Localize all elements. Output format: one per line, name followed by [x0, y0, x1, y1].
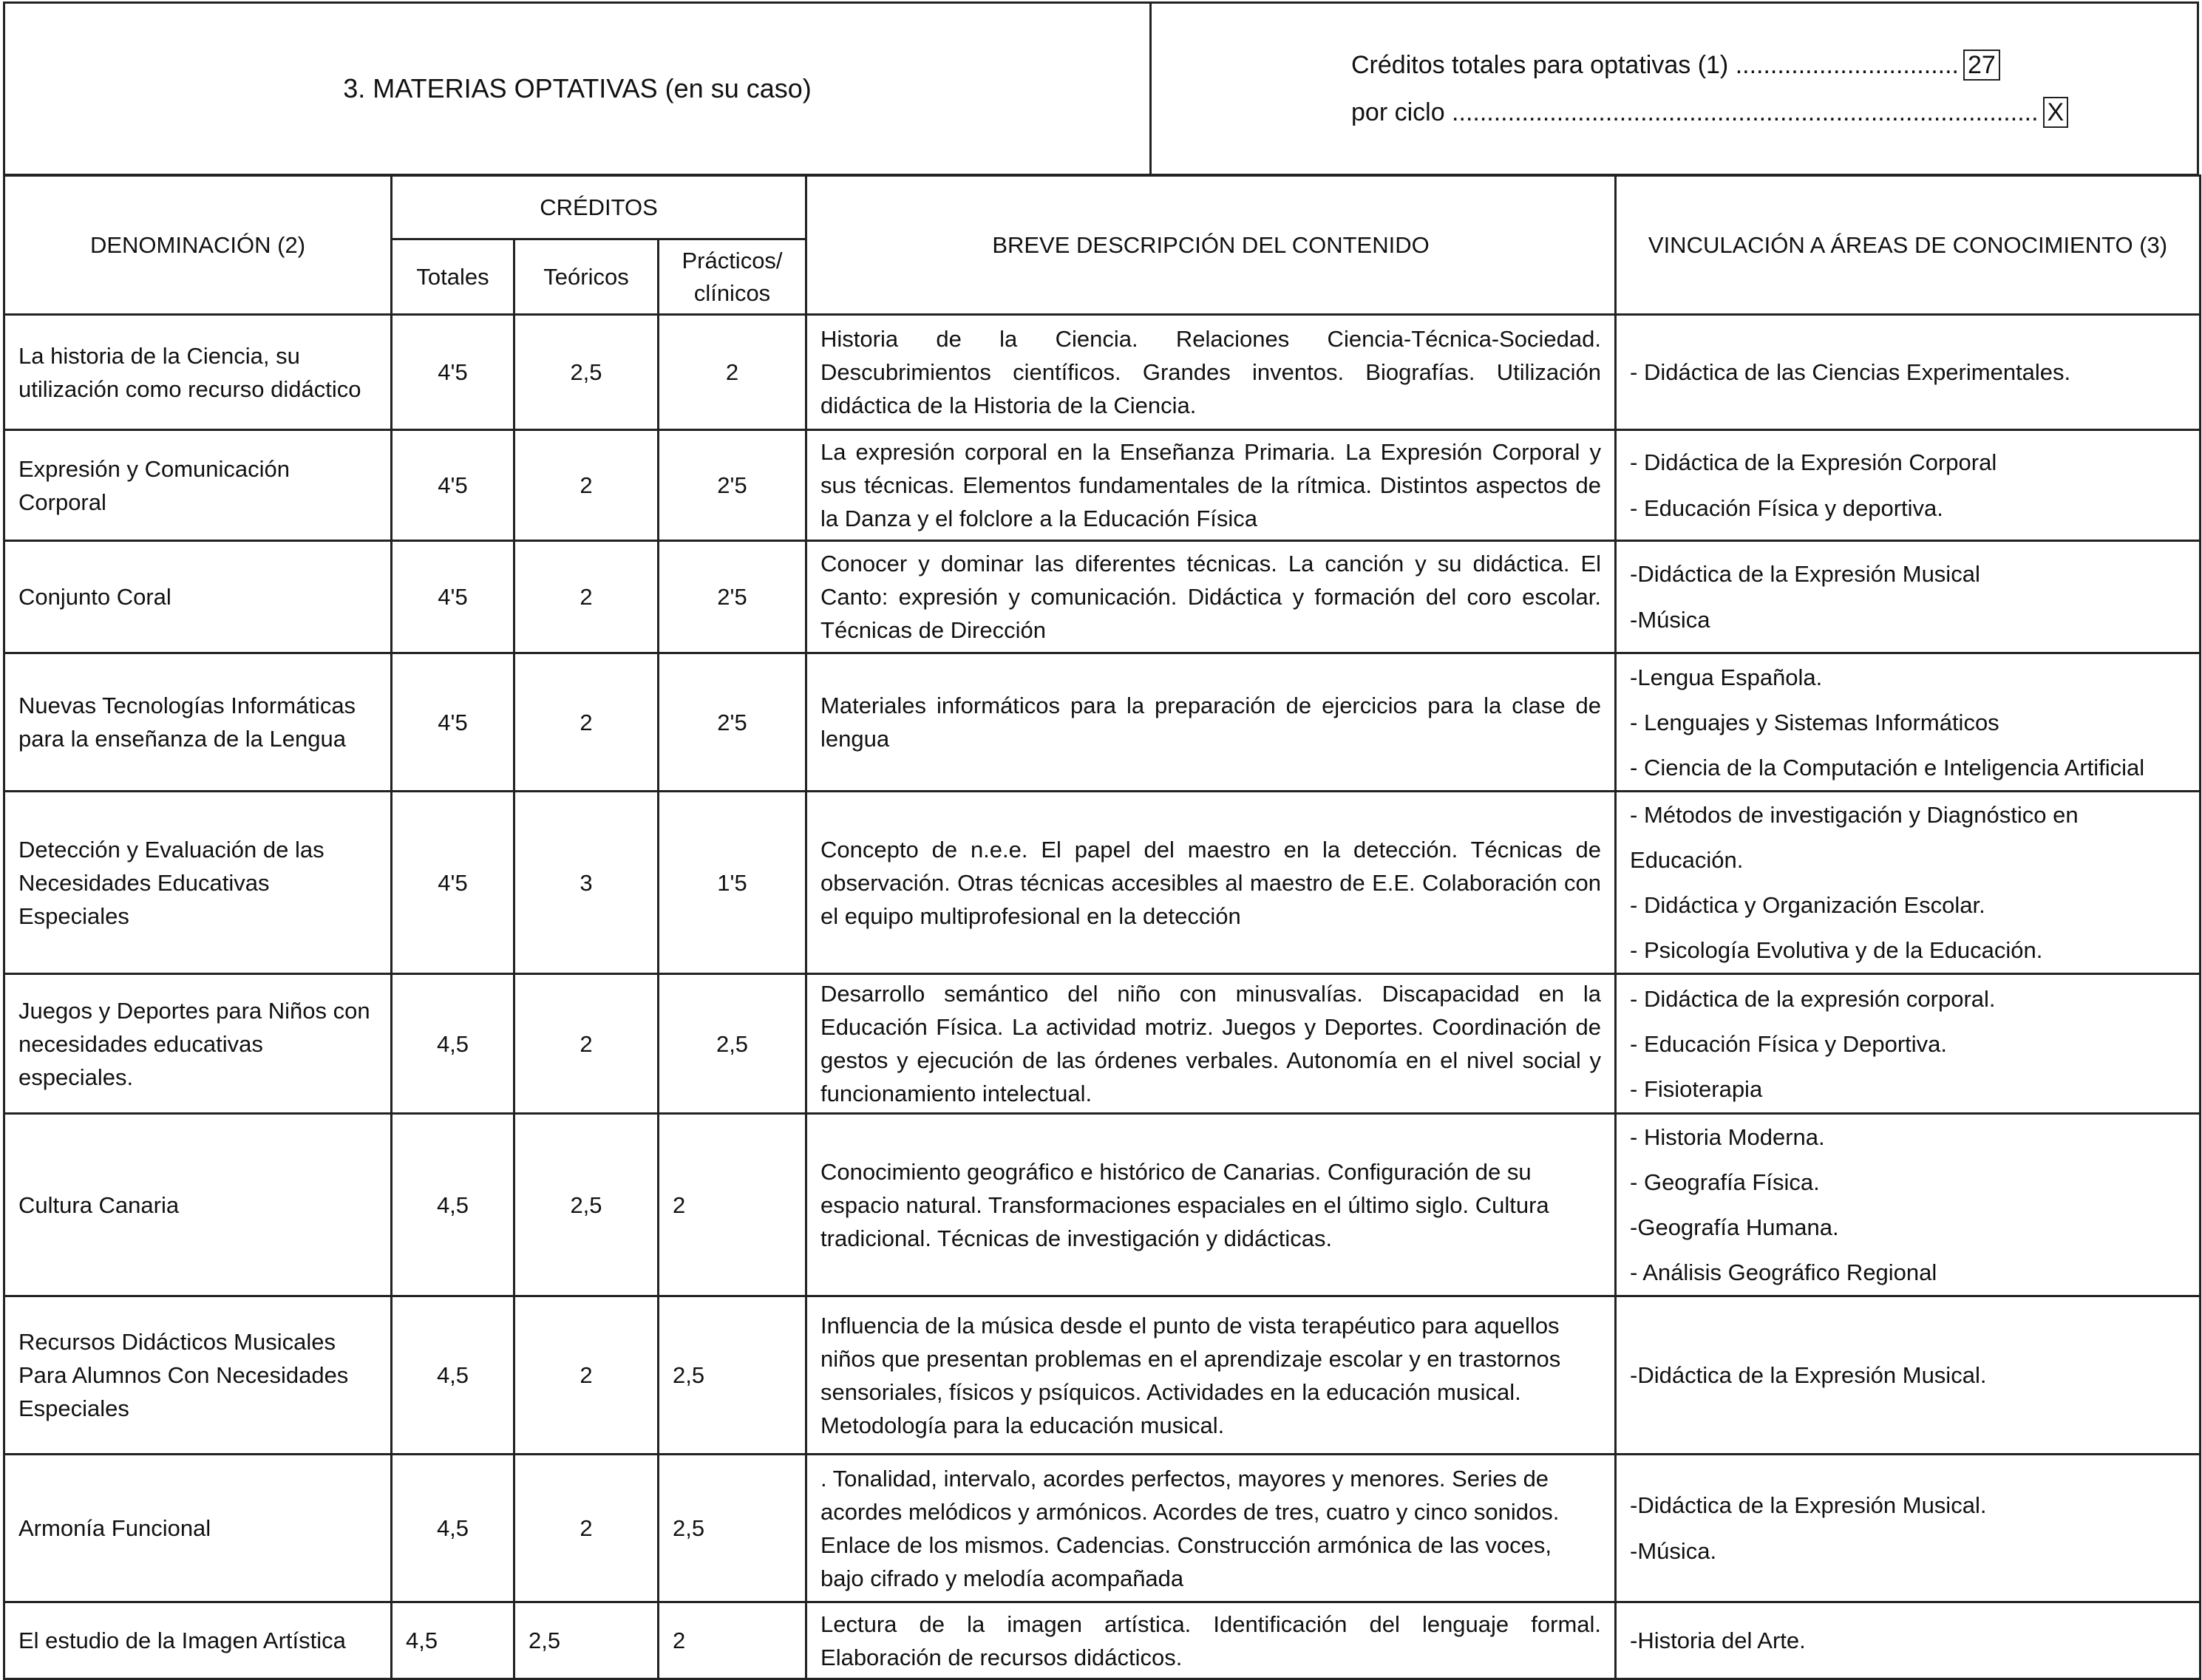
subject-name: Expresión y Comunicación Corporal [4, 430, 392, 541]
credits-summary [1152, 4, 2197, 174]
knowledge-areas [1616, 653, 2201, 792]
subject-description: . Tonalidad, intervalo, acordes perfectos, mayores y menores. Series de acordes melódicos y armónicos. Acordes de tres, cuatro y cinco sonidos. Enlace de los mismos. Cadencias. Construcción armónica de las voces, bajo cifrado y melodía acompañada [806, 1455, 1616, 1602]
area-item: - Didáctica y Organización Escolar. [1630, 892, 1985, 918]
per-cycle-line [1351, 97, 2068, 128]
subject-description: La expresión corporal en la Enseñanza Primaria. La Expresión Corporal y sus técnicas. Elementos fundamentales de la rítmica. Distintos aspectos de la Danza y el folclore a la Educación Física [806, 430, 1616, 541]
credits-practicos: 2,5 [659, 1296, 806, 1455]
credits-practicos: 2,5 [659, 974, 806, 1114]
knowledge-areas [1616, 541, 2201, 653]
area-item: -Didáctica de la Expresión Musical. [1630, 1361, 1987, 1388]
area-item: -Didáctica de la Expresión Musical [1630, 560, 1980, 587]
credits-totales: 4'5 [392, 653, 514, 792]
col-descripcion: BREVE DESCRIPCIÓN DEL CONTENIDO [806, 176, 1616, 315]
per-cycle-label: por ciclo .................................................................................... [1351, 98, 2039, 126]
credits-teoricos: 2 [514, 653, 659, 792]
subject-name: El estudio de la Imagen Artística [4, 1602, 392, 1679]
credits-teoricos: 2 [514, 541, 659, 653]
subject-name: Recursos Didácticos Musicales Para Alumnos Con Necesidades Especiales [4, 1296, 392, 1455]
credits-totales: 4'5 [392, 541, 514, 653]
table-row [4, 1296, 2201, 1455]
subject-description: Materiales informáticos para la preparación de ejercicios para la clase de lengua [806, 653, 1616, 792]
credits-teoricos: 2,5 [514, 1602, 659, 1679]
area-item: -Música. [1630, 1537, 1717, 1564]
subject-name: Detección y Evaluación de las Necesidades Educativas Especiales [4, 792, 392, 974]
area-item: -Geografía Humana. [1630, 1214, 1839, 1240]
credits-totales: 4'5 [392, 430, 514, 541]
col-creditos: CRÉDITOS [392, 176, 806, 239]
credits-practicos: 2 [659, 1114, 806, 1296]
col-denominacion: DENOMINACIÓN (2) [4, 176, 392, 315]
col-practicos: Prácticos/ clínicos [659, 239, 806, 315]
credits-practicos: 2'5 [659, 541, 806, 653]
subject-name: Cultura Canaria [4, 1114, 392, 1296]
table-row [4, 430, 2201, 541]
subject-description: Concepto de n.e.e. El papel del maestro en la detección. Técnicas de observación. Otras técnicas accesibles al maestro de E.E. Colaboración con el equipo multiprofesional en la detección [806, 792, 1616, 974]
table-row [4, 1455, 2201, 1602]
subject-description: Influencia de la música desde el punto de vista terapéutico para aquellos niños que presentan problemas en el aprendizaje escolar y en trastornos sensoriales, físicos y psíquicos. Actividades en la educación musical. Metodología para la educación musical. [806, 1296, 1616, 1455]
optional-subjects-table [3, 174, 2201, 1680]
col-totales: Totales [392, 239, 514, 315]
credits-teoricos: 2 [514, 1455, 659, 1602]
area-item: - Didáctica de la Expresión Corporal [1630, 449, 1997, 475]
area-item: - Lenguajes y Sistemas Informáticos [1630, 709, 1999, 735]
credits-totales: 4,5 [392, 1296, 514, 1455]
table-row [4, 792, 2201, 974]
area-item: - Análisis Geográfico Regional [1630, 1259, 1937, 1285]
header-block [3, 1, 2199, 176]
area-item: - Fisioterapia [1630, 1075, 1763, 1102]
credits-teoricos: 2 [514, 974, 659, 1114]
subject-name: Juegos y Deportes para Niños con necesidades educativas especiales. [4, 974, 392, 1114]
subject-description: Conocer y dominar las diferentes técnicas. La canción y su didáctica. El Canto: expresión y comunicación. Didáctica y formación del coro escolar. Técnicas de Dirección [806, 541, 1616, 653]
credits-totales: 4'5 [392, 792, 514, 974]
subject-description: Lectura de la imagen artística. Identificación del lenguaje formal. Elaboración de recursos didácticos. [806, 1602, 1616, 1679]
area-item: - Didáctica de la expresión corporal. [1630, 985, 1996, 1012]
credits-practicos: 2'5 [659, 430, 806, 541]
table-row [4, 541, 2201, 653]
knowledge-areas [1616, 315, 2201, 430]
table-row [4, 1602, 2201, 1679]
credits-totales: 4,5 [392, 974, 514, 1114]
subject-name: La historia de la Ciencia, su utilización como recurso didáctico [4, 315, 392, 430]
credits-totales: 4,5 [392, 1455, 514, 1602]
area-item: - Ciencia de la Computación e Inteligencia Artificial [1630, 754, 2145, 781]
credits-totales: 4'5 [392, 315, 514, 430]
section-title: 3. MATERIAS OPTATIVAS (en su caso) [5, 4, 1152, 174]
credits-practicos: 2 [659, 315, 806, 430]
subject-description: Conocimiento geográfico e histórico de Canarias. Configuración de su espacio natural. Transformaciones espaciales en el último siglo. Cultura tradicional. Técnicas de investigación y didácticas. [806, 1114, 1616, 1296]
knowledge-areas [1616, 1296, 2201, 1455]
area-item: -Lengua Española. [1630, 664, 1823, 690]
area-item: -Música [1630, 606, 1710, 633]
credits-practicos: 1'5 [659, 792, 806, 974]
col-teoricos: Teóricos [514, 239, 659, 315]
table-row [4, 1114, 2201, 1296]
subject-description: Desarrollo semántico del niño con minusvalías. Discapacidad en la Educación Física. La actividad motriz. Juegos y Deportes. Coordinación de gestos y ejecución de las órdenes verbales. Autonomía en el nivel social y funcionamiento intelectual. [806, 974, 1616, 1114]
area-item: - Educación Física y Deportiva. [1630, 1030, 1948, 1057]
total-credits-box: 27 [1963, 50, 2000, 81]
col-vinculacion: VINCULACIÓN A ÁREAS DE CONOCIMIENTO (3) [1616, 176, 2201, 315]
credits-teoricos: 2 [514, 430, 659, 541]
subject-name: Nuevas Tecnologías Informáticas para la enseñanza de la Lengua [4, 653, 392, 792]
table-row [4, 974, 2201, 1114]
area-item: - Métodos de investigación y Diagnóstico en Educación. [1630, 802, 2079, 873]
area-item: -Historia del Arte. [1630, 1627, 1806, 1653]
knowledge-areas [1616, 430, 2201, 541]
area-item: - Didáctica de las Ciencias Experimentales. [1630, 358, 2071, 385]
area-item: - Psicología Evolutiva y de la Educación. [1630, 937, 2043, 963]
knowledge-areas [1616, 1602, 2201, 1679]
credits-practicos: 2,5 [659, 1455, 806, 1602]
credits-teoricos: 2 [514, 1296, 659, 1455]
credits-totales: 4,5 [392, 1114, 514, 1296]
total-credits-label: Créditos totales para optativas (1) ................................ [1351, 51, 1959, 79]
table-row [4, 653, 2201, 792]
credits-totales: 4,5 [392, 1602, 514, 1679]
subject-name: Conjunto Coral [4, 541, 392, 653]
knowledge-areas [1616, 1455, 2201, 1602]
knowledge-areas [1616, 974, 2201, 1114]
subject-description: Historia de la Ciencia. Relaciones Ciencia-Técnica-Sociedad. Descubrimientos científicos. Grandes inventos. Biografías. Utilización didáctica de la Historia de la Ciencia. [806, 315, 1616, 430]
area-item: - Historia Moderna. [1630, 1124, 1825, 1150]
table-row [4, 315, 2201, 430]
per-cycle-box: X [2043, 97, 2069, 128]
knowledge-areas [1616, 1114, 2201, 1296]
area-item: - Educación Física y deportiva. [1630, 494, 1943, 521]
total-credits-line [1351, 50, 2000, 81]
subject-name: Armonía Funcional [4, 1455, 392, 1602]
credits-teoricos: 2,5 [514, 315, 659, 430]
area-item: - Geografía Física. [1630, 1169, 1820, 1195]
credits-practicos: 2 [659, 1602, 806, 1679]
credits-teoricos: 3 [514, 792, 659, 974]
area-item: -Didáctica de la Expresión Musical. [1630, 1492, 1987, 1518]
knowledge-areas [1616, 792, 2201, 974]
credits-practicos: 2'5 [659, 653, 806, 792]
credits-teoricos: 2,5 [514, 1114, 659, 1296]
